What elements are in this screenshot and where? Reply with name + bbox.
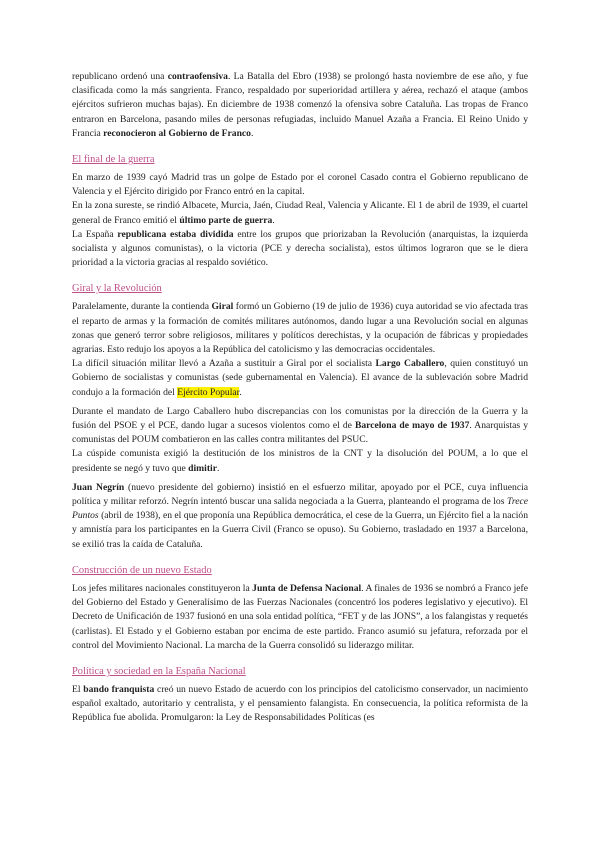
text: republicano ordenó una [72,71,168,82]
bold-text: Juan Negrín [72,481,125,493]
text: Paralelamente, durante la contienda [72,301,212,313]
bold-text: último parte de guerra [179,214,273,226]
text: El [72,683,84,695]
paragraph-bando-franquista [72,683,528,726]
bold-text: republicana estaba dividida [117,228,234,240]
document-page [72,70,528,726]
paragraph-giral [72,300,528,357]
text: formó un Gobierno (19 de julio de 1936) cuya autoridad se vio afectada tras el reparto de armas y la formación de comités militares autónomos, dando lugar a una Revolución social en algunas zonas que generó terror sobre religiosos, militares y políticos derechistas, y la ocupación de fábricas y propiedades agrarias. Esto redujo los apoyos a la República del catolicismo y las democracias occidentales. [72,301,528,356]
paragraph-cuspide [72,447,528,475]
text: . [216,462,220,474]
bold-text: Giral [211,301,234,313]
text: creó un nuevo Estado de acuerdo con los principios del catolicismo conservador, un nacimiento español exaltado, autoritario y centralista, y el pensamiento falangista. En consecuencia, la política reformista de la República fue abolida. Promulgaron: la Ley de Responsabilidades Políticas (es [72,683,528,724]
bold-text: bando franquista [83,683,155,695]
text: , quien constituyó un Gobierno de socialistas y comunistas (sede gubernamental en Valencia). El avance de la sublevación sobre Madrid condujo a la formación del [72,358,528,398]
text: . A finales de 1936 se nombró a Franco jefe del Gobierno del Estado y Generalísimo de las Fuerzas Nacionales (concentró los poderes legislativo y ejecutivo). El Decreto de Unificación de 1937 fusionó en una sola entidad política, “FET y de las JONS”, a los falangistas y requetés (carlistas). El Estado y el Gobierno estaban por encima de este partido. Franco asumió su jefatura, reforzada por el control del Movimiento Nacional. La marcha de la Guerra consolidó su liderazgo militar. [72,582,529,651]
section-heading-final-guerra: El final de la guerra [72,154,155,166]
text: La España [72,228,118,240]
bold-text: Junta de Defensa Nacional [252,582,362,594]
bold-text: dimitir [188,462,217,474]
text: La difícil situación militar llevó a Azaña a sustituir a Giral por el socialista [72,358,376,370]
paragraph-largo-caballero [72,357,528,400]
paragraph-mandato [72,405,528,448]
text: Los jefes militares nacionales constituyeron la [72,582,253,594]
text: (abril de 1938), en el que proponía una República democrática, el cese de la Guerra, un Ejército fiel a la nación y amnistía para los participantes en la Guerra Civil (Franco se opuso). Su Gobierno, trasladado en 1937 a Barcelona, se exilió tras la caída de Cataluña. [72,510,528,550]
text: La cúspide comunista exigió la destitución de los ministros de la CNT y la disolución del POUM, a lo que el presidente se negó y tuvo que [72,448,528,474]
paragraph-sureste [72,199,528,227]
text: . [239,386,242,398]
italic-text: Trece Puntos [72,496,528,522]
text: (nuevo presidente del gobierno) insistió en el esfuerzo militar, apoyado por el PCE, cuya influencia política y militar reforzó. Negrín intentó buscar una salida negociada a la Guerra, planteando el programa de los [72,481,529,508]
paragraph-ebro [72,70,528,141]
section-heading-nuevo-estado: Construcción de un nuevo Estado [72,564,212,576]
text: . [250,127,254,139]
text: . Anarquistas y comunistas del POUM combatieron en las calles contra militantes del PSUC. [72,420,528,446]
text: En la zona sureste, se rindió Albacete, Murcia, Jaén, Ciudad Real, Valencia y Alicante. El 1 de abril de 1939, el cuartel general de Franco emitió el [72,200,528,226]
bold-text: Barcelona de mayo de 1937 [354,420,470,432]
paragraph-madrid: En marzo de 1939 cayó Madrid tras un golpe de Estado por el coronel Casado contra el Gobierno republicano de Valencia y el Ejército dirigido por Franco entró en la capital. [72,172,528,198]
text: Durante el mandato de Largo Caballero hubo discrepancias con los comunistas por la dirección de la Guerra y la fusión del PSOE y el PCE, dando lugar a sucesos violentos como el de [72,405,528,432]
bold-text: reconocieron al Gobierno de Franco [103,127,251,139]
text: entre los grupos que priorizaban la Revolución (anarquistas, la izquierda socialista y algunos comunistas), o la victoria (PCE y derecha socialista), estos últimos lograron que se le diera prioridad a la victoria gracias al respaldo soviético. [72,228,528,269]
text: . [272,214,275,226]
bold-text: Largo Caballero [375,358,445,370]
highlighted-text: Ejército Popular [177,386,240,398]
section-heading-politica-sociedad: Política y sociedad en la España Nacional [72,665,246,677]
paragraph-negrin [72,481,528,552]
paragraph-junta [72,582,528,653]
section-heading-giral: Giral y la Revolución [72,283,162,295]
text: . La Batalla del Ebro (1938) se prolongó hasta noviembre de ese año, y fue clasificada como la más sangrienta. Franco, respaldado por superioridad artillera y aérea, rechazó el ataque (ambos ejércitos sufrieron muchas bajas). En diciembre de 1938 comenzó la ofensiva sobre Cataluña. Las tropas de Franco entraron en Barcelona, pasando miles de personas refugiadas, incluido Manuel Azaña a Francia. El Reino Unido y Francia [72,71,528,139]
bold-text: contraofensiva [167,71,228,82]
paragraph-espana-dividida [72,228,528,271]
